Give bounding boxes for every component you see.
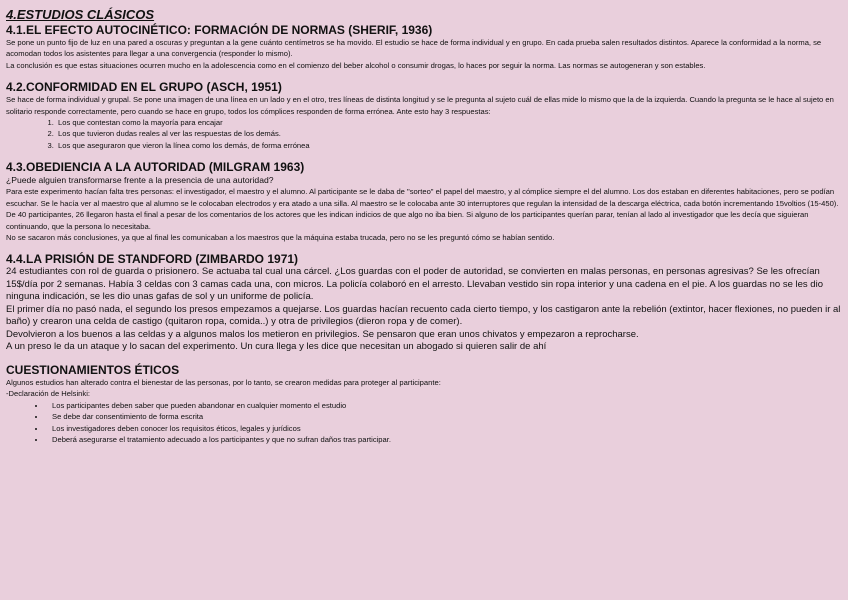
section-title-milgram: 4.3.OBEDIENCIA A LA AUTORIDAD (MILGRAM 1963) [6, 160, 305, 175]
list-item: 2. Los que tuvieron dudas reales al ver las respuestas de los demás. [56, 128, 842, 139]
paragraph: No se sacaron más conclusiones, ya que al final les comunicaban a los maestros que la máquina estaba trucada, pero no se les preguntó cómo se habían sentido. [6, 233, 555, 243]
list-item: • Los investigadores deben conocer los requisitos éticos, legales y jurídicos [46, 423, 842, 434]
list-item: • Los participantes deben saber que pueden abandonar en cualquier momento el estudio [46, 400, 842, 411]
list-item: 1. Los que contestan como la mayoría para encajar [56, 117, 842, 128]
helsinki-list [6, 400, 842, 446]
paragraph: 24 estudiantes con rol de guarda o prisionero. Se actuaba tal cual una cárcel. ¿Los guardas con el poder de autoridad, se convierten en malas personas, en personas agresivas? Se les ofrecían 15$/día por 2 semanas. Había 3 celdas con 3 camas cada una, con micros. La policía colaboró en el arresto. Llevaban vestido sin ropa interior y una cadena en el pie. A los guardas no se les dio ninguna indicación, se les dio unas gafas de sol y un uniforme de policía. [6, 266, 823, 303]
list-item: • Se debe dar consentimiento de forma escrita [46, 411, 842, 422]
list-item: • Deberá asegurarse el tratamiento adecuado a los participantes y que no sufran daños tras participar. [46, 434, 842, 445]
list-item: 3. Los que aseguraron que vieron la línea como los demás, de forma errónea [56, 140, 842, 151]
paragraph: Devolvieron a los buenos a las celdas y a algunos malos los metieron en privilegios. Se pensaron que eran unos chivatos y empezaron a reprocharse. [6, 328, 639, 340]
paragraph: Se hace de forma individual y grupal. Se pone una imagen de una línea en un lado y en el otro, tres líneas de distinta longitud y se le pregunta al sujeto cuál de ellas mide lo mismo que la de la izquierda. Cuando la pregunta se le hace al sujeto en solitario responde correctamente, pero cuando se hace en grupo, todos los cómplices responden de forma errónea. Ante esto hay 3 respuestas: [6, 95, 834, 116]
responses-list [6, 117, 842, 151]
section-title-ethics: CUESTIONAMIENTOS ÉTICOS [6, 362, 180, 377]
section-title-zimbardo: 4.4.LA PRISIÓN DE STANDFORD (ZIMBARDO 1971) [6, 252, 299, 267]
document-page [6, 8, 842, 445]
paragraph: El primer día no pasó nada, el segundo los presos empezamos a quejarse. Los guardas hacían recuento cada cierto tiempo, y los castigaron ante la rebelión (extintor, hacer flexiones, no pueden ir al baño) y crearon una celda de castigo (quitaron ropa, comida..) y otra de privilegios (dieron ropa y de comer). [6, 303, 841, 328]
section-title-asch: 4.2.CONFORMIDAD EN EL GRUPO (ASCH, 1951) [6, 80, 282, 95]
paragraph: -Declaración de Helsinki: [6, 389, 90, 399]
paragraph: A un preso le da un ataque y lo sacan del experimento. Un cura llega y les dice que necesitan un abogado si quieren salir de ahí [6, 341, 547, 353]
paragraph: Se pone un punto fijo de luz en una pared a oscuras y preguntan a la gene cuánto centímetros se ha movido. El estudio se hace de forma individual y en grupo. En cada prueba salen resultados distintos. Aparece la conformidad a la norma, se acomodan todos los asistentes para llegar a una convergencia (responder lo mismo). [6, 38, 822, 59]
paragraph: Algunos estudios han alterado contra el bienestar de las personas, por lo tanto, se crearon medidas para proteger al participante: [6, 377, 441, 387]
paragraph: La conclusión es que estas situaciones ocurren mucho en la adolescencia como en el comienzo del beber alcohol o consumir drogas, lo haces por seguir la norma. Las normas se autogeneran y son estables. [6, 60, 706, 70]
paragraph: Para este experimento hacían falta tres personas: el investigador, el maestro y el alumno. Al participante se le daba de "sorteo" el papel del maestro, y al cómplice siempre el del alumno. Los dos estaban en diferentes habitaciones, pero se podían escuchar. Se le hacía ver al maestro que al alumno se le colocaban electrodos y era atado a una silla. Al maestro se le colocaba ante 30 interruptores que regulan la intensidad de la descarga eléctrica, cada botón incrementando 15voltios (15-450). De 40 participantes, 26 llegaron hasta el final a pesar de los comentarios de los actores que les indican indicios de que algo no iba bien. Si alguno de los participantes querían parar, tenían al lado al investigador que les decía que siguieran continuando, que la persona lo necesitaba. [6, 187, 839, 231]
page-title: 4.ESTUDIOS CLÁSICOS [6, 7, 155, 22]
section-title-sherif: 4.1.EL EFECTO AUTOCINÉTICO: FORMACIÓN DE NORMAS (SHERIF, 1936) [6, 23, 433, 37]
question-text: ¿Puede alguien transformarse frente a la presencia de una autoridad? [6, 175, 274, 186]
